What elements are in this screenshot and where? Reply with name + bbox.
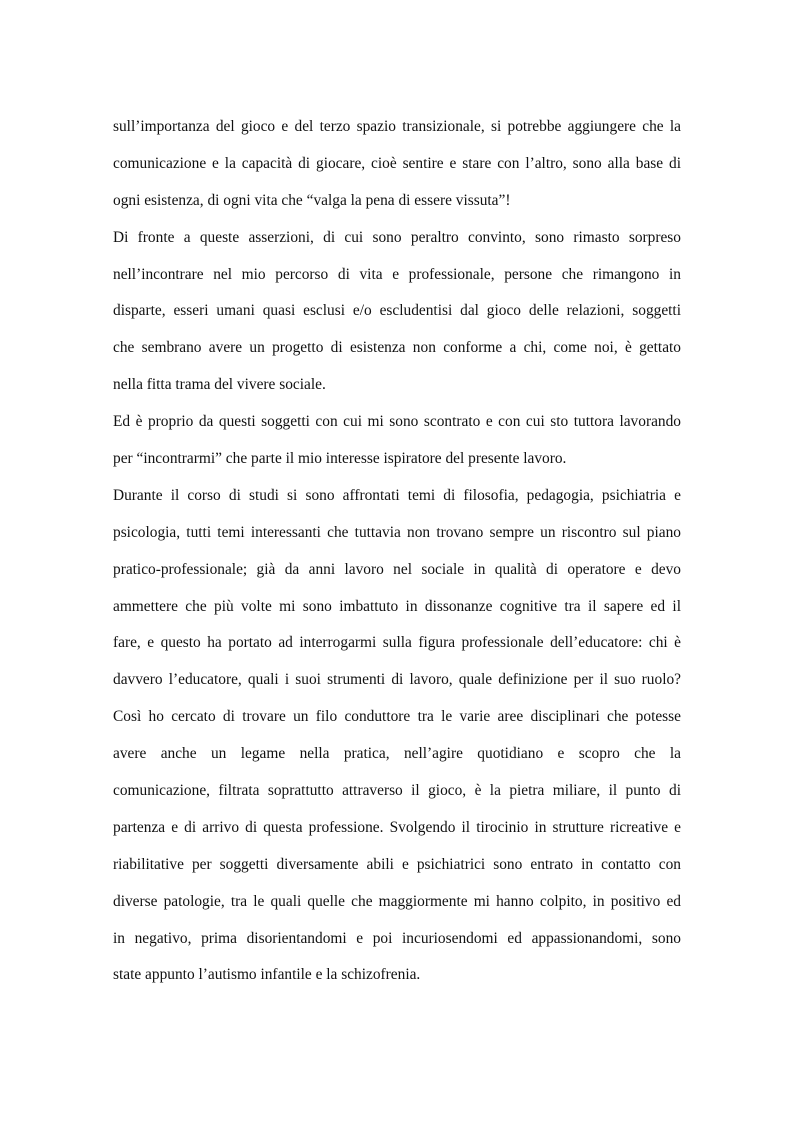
text-line: comunicazione, filtrata soprattutto attraverso il gioco, è la pietra miliare, il punto di: [113, 782, 681, 800]
text-line: Così ho cercato di trovare un filo conduttore tra le varie aree disciplinari che potesse: [113, 708, 681, 726]
text-line: riabilitative per soggetti diversamente abili e psichiatrici sono entrato in contatto con: [113, 855, 681, 873]
text-line: partenza e di arrivo di questa professione. Svolgendo il tirocinio in strutture ricreative e: [113, 818, 681, 836]
text-line: in negativo, prima disorientandomi e poi incuriosendomi ed appassionandomi, sono: [113, 929, 681, 947]
document-body-text: [113, 109, 681, 994]
text-line: che sembrano avere un progetto di esistenza non conforme a chi, come noi, è gettato: [113, 339, 681, 357]
text-line: fare, e questo ha portato ad interrogarmi sulla figura professionale dell’educatore: chi è: [113, 634, 681, 652]
text-line: sull’importanza del gioco e del terzo spazio transizionale, si potrebbe aggiungere che la: [113, 118, 681, 135]
text-line: psicologia, tutti temi interessanti che tuttavia non trovano sempre un riscontro sul piano: [113, 523, 681, 541]
text-line: Di fronte a queste asserzioni, di cui sono peraltro convinto, sono rimasto sorpreso: [113, 228, 681, 246]
text-line: diverse patologie, tra le quali quelle che maggiormente mi hanno colpito, in positivo ed: [113, 892, 681, 910]
text-line: ammettere che più volte mi sono imbattuto in dissonanze cognitive tra il sapere ed il: [113, 597, 681, 615]
text-line: ogni esistenza, di ogni vita che “valga la pena di essere vissuta”!: [113, 191, 511, 209]
text-line: pratico-professionale; già da anni lavoro nel sociale in qualità di operatore e devo: [113, 560, 681, 578]
text-line: disparte, esseri umani quasi esclusi e/o escludentisi dal gioco delle relazioni, soggetti: [113, 302, 681, 320]
text-line: davvero l’educatore, quali i suoi strumenti di lavoro, quale definizione per il suo ruolo?: [113, 671, 681, 689]
text-line: state appunto l’autismo infantile e la schizofrenia.: [113, 966, 421, 984]
text-line: avere anche un legame nella pratica, nell’agire quotidiano e scopro che la: [113, 745, 681, 763]
text-line: comunicazione e la capacità di giocare, cioè sentire e stare con l’altro, sono alla base di: [113, 154, 681, 172]
text-line: Ed è proprio da questi soggetti con cui mi sono scontrato e con cui sto tuttora lavorando: [113, 413, 681, 431]
text-line: Durante il corso di studi si sono affrontati temi di filosofia, pedagogia, psichiatria e: [113, 486, 681, 504]
text-line: per “incontrarmi” che parte il mio interesse ispiratore del presente lavoro.: [113, 450, 567, 468]
text-line: nella fitta trama del vivere sociale.: [113, 376, 326, 394]
text-line: nell’incontrare nel mio percorso di vita e professionale, persone che rimangono in: [113, 265, 681, 283]
